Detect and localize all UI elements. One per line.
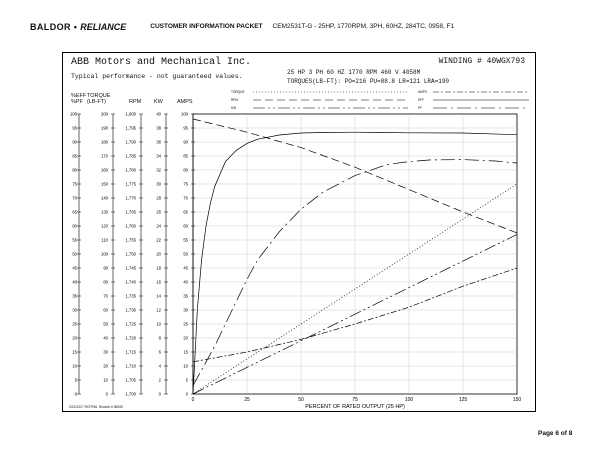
y-tick-label-pct: 40	[72, 279, 77, 285]
y-tick-label-kw: 12	[156, 307, 161, 313]
y-tick-label-rpm: 1,800	[125, 111, 136, 117]
y-tick-label-rpm: 1,770	[125, 195, 136, 201]
y-tick-label-kw: 22	[156, 237, 161, 243]
y-tick-label-torque: 10	[103, 377, 108, 383]
y-tick-label-amps: 80	[183, 167, 188, 173]
y-tick-label-torque: 170	[101, 153, 108, 159]
y-tick-label-amps: 25	[183, 321, 188, 327]
x-tick-label: 100	[404, 397, 414, 403]
y-tick-label-amps: 50	[183, 251, 188, 257]
y-tick-label-kw: 6	[158, 349, 161, 355]
legend-pf: PF	[418, 106, 423, 110]
y-tick-label-kw: 14	[156, 293, 161, 299]
y-tick-label-pct: 100	[70, 111, 77, 117]
y-tick-label-rpm: 1,715	[125, 349, 136, 355]
col-head-kw: KW	[154, 99, 163, 105]
y-tick-label-kw: 26	[156, 209, 161, 215]
y-tick-label-rpm: 1,710	[125, 363, 136, 369]
y-tick-label-torque: 120	[101, 223, 108, 229]
y-tick-label-torque: 180	[101, 139, 108, 145]
legend-kw: KW	[231, 106, 237, 110]
y-tick-label-rpm: 1,730	[125, 307, 136, 313]
company-name: ABB Motors and Mechanical Inc.	[71, 57, 252, 68]
y-tick-label-amps: 20	[183, 335, 188, 341]
y-tick-label-torque: 100	[101, 251, 108, 257]
y-tick-label-torque: 50	[103, 321, 108, 327]
y-tick-label-amps: 10	[183, 363, 188, 369]
legend-rpm: RPM	[231, 98, 239, 102]
y-tick-label-torque: 160	[101, 167, 108, 173]
y-tick-label-pct: 70	[72, 195, 77, 201]
y-tick-label-kw: 40	[156, 111, 161, 117]
y-tick-label-pct: 60	[72, 223, 77, 229]
y-tick-label-rpm: 1,725	[125, 321, 136, 327]
col-head-rpm: RPM	[129, 99, 142, 105]
y-tick-label-amps: 55	[183, 237, 188, 243]
y-tick-label-rpm: 1,700	[125, 391, 136, 397]
col-head-amps: AMPS	[177, 99, 193, 105]
y-tick-label-amps: 100	[181, 111, 188, 117]
y-tick-label-rpm: 1,785	[125, 153, 136, 159]
y-tick-label-kw: 34	[156, 153, 161, 159]
brand-logo: BALDOR • RELIANCE	[30, 22, 127, 32]
y-tick-label-torque: 40	[103, 335, 108, 341]
y-tick-label-rpm: 1,735	[125, 293, 136, 299]
y-tick-label-torque: 190	[101, 125, 108, 131]
legend-eff: EFF	[418, 98, 425, 102]
y-tick-label-kw: 36	[156, 139, 161, 145]
y-tick-label-amps: 75	[183, 181, 188, 187]
y-tick-label-amps: 30	[183, 307, 188, 313]
y-tick-label-kw: 32	[156, 167, 161, 173]
packet-title: CUSTOMER INFORMATION PACKET	[150, 22, 263, 30]
y-tick-label-rpm: 1,765	[125, 209, 136, 215]
y-tick-label-torque: 70	[103, 293, 108, 299]
y-tick-label-pct: 75	[72, 181, 77, 187]
y-tick-label-amps: 35	[183, 293, 188, 299]
x-tick-label: 25	[244, 397, 250, 403]
x-tick-label: 50	[298, 397, 304, 403]
y-tick-label-pct: 20	[72, 335, 77, 341]
y-tick-label-torque: 200	[101, 111, 108, 117]
y-tick-label-amps: 0	[185, 391, 188, 397]
x-axis-label: PERCENT OF RATED OUTPUT (25 HP)	[305, 404, 405, 410]
y-tick-label-pct: 35	[72, 293, 77, 299]
y-tick-label-torque: 0	[105, 391, 108, 397]
torque-spec: TORQUES(LB-FT): PO=216 PU=88.8 LR=121 LRA=190	[287, 78, 450, 85]
y-tick-label-kw: 4	[158, 363, 161, 369]
y-tick-label-amps: 85	[183, 153, 188, 159]
y-tick-label-kw: 38	[156, 125, 161, 131]
performance-chart	[63, 53, 537, 413]
y-tick-label-kw: 10	[156, 321, 161, 327]
y-tick-label-amps: 65	[183, 209, 188, 215]
y-tick-label-amps: 60	[183, 223, 188, 229]
col-head-eff-pf: %EFF %PF	[71, 93, 87, 105]
col-head-torque: TORQUE (LB-FT)	[87, 93, 111, 105]
y-tick-label-rpm: 1,755	[125, 237, 136, 243]
performance-sheet	[62, 52, 536, 412]
y-tick-label-amps: 5	[185, 377, 188, 383]
y-tick-label-rpm: 1,750	[125, 251, 136, 257]
y-tick-label-rpm: 1,790	[125, 139, 136, 145]
typical-note: Typical performance - not guaranteed values.	[71, 73, 243, 80]
y-tick-label-rpm: 1,760	[125, 223, 136, 229]
y-tick-label-pct: 80	[72, 167, 77, 173]
y-tick-label-torque: 20	[103, 363, 108, 369]
legend-torque: TORQUE	[231, 90, 245, 94]
y-tick-label-torque: 80	[103, 279, 108, 285]
y-tick-label-rpm: 1,775	[125, 181, 136, 187]
y-tick-label-kw: 28	[156, 195, 161, 201]
y-tick-label-torque: 90	[103, 265, 108, 271]
y-tick-label-amps: 15	[183, 349, 188, 355]
x-tick-label: 75	[352, 397, 358, 403]
x-tick-label: 125	[458, 397, 468, 403]
x-tick-label: 0	[191, 397, 195, 403]
document-header	[30, 17, 454, 35]
y-tick-label-rpm: 1,740	[125, 279, 136, 285]
y-tick-label-kw: 16	[156, 279, 161, 285]
y-tick-label-amps: 90	[183, 139, 188, 145]
y-tick-label-pct: 0	[74, 391, 77, 397]
y-tick-label-amps: 45	[183, 265, 188, 271]
y-tick-label-rpm: 1,745	[125, 265, 136, 271]
y-tick-label-pct: 90	[72, 139, 77, 145]
y-tick-label-pct: 15	[72, 349, 77, 355]
y-tick-label-pct: 55	[72, 237, 77, 243]
brand-baldor: BALDOR	[30, 22, 71, 32]
y-tick-label-pct: 65	[72, 209, 77, 215]
y-tick-label-torque: 60	[103, 307, 108, 313]
y-tick-label-pct: 85	[72, 153, 77, 159]
y-tick-label-kw: 30	[156, 181, 161, 187]
y-tick-label-pct: 30	[72, 307, 77, 313]
y-tick-label-kw: 18	[156, 265, 161, 271]
y-tick-label-torque: 130	[101, 209, 108, 215]
y-tick-label-kw: 0	[158, 391, 161, 397]
chart-grid	[193, 114, 517, 394]
y-tick-label-amps: 70	[183, 195, 188, 201]
y-tick-label-torque: 30	[103, 349, 108, 355]
y-tick-label-amps: 95	[183, 125, 188, 131]
x-tick-label: 150	[512, 397, 522, 403]
y-tick-label-pct: 50	[72, 251, 77, 257]
y-tick-label-torque: 110	[101, 237, 108, 243]
y-tick-label-pct: 45	[72, 265, 77, 271]
y-tick-label-pct: 10	[72, 363, 77, 369]
y-tick-label-kw: 24	[156, 223, 161, 229]
y-tick-label-rpm: 1,795	[125, 125, 136, 131]
y-tick-label-pct: 25	[72, 321, 77, 327]
y-tick-label-torque: 140	[101, 195, 108, 201]
y-tick-label-kw: 8	[158, 335, 161, 341]
y-tick-label-rpm: 1,780	[125, 167, 136, 173]
winding-number: WINDING # 40WGX793	[438, 57, 525, 66]
y-tick-label-torque: 150	[101, 181, 108, 187]
y-tick-label-pct: 95	[72, 125, 77, 131]
y-tick-label-pct: 5	[74, 377, 77, 383]
brand-reliance: RELIANCE	[80, 22, 127, 32]
legend-amps: AMPS	[418, 90, 428, 94]
model-description: CEM2531T-G - 25HP, 1770RPM, 3PH, 60HZ, 284TC, 0958, F1	[272, 22, 455, 30]
motor-spec: 25 HP 3 PH 60 HZ 1770 RPM 460 V 4058M	[287, 69, 421, 76]
y-tick-label-rpm: 1,720	[125, 335, 136, 341]
y-tick-label-kw: 20	[156, 251, 161, 257]
y-tick-label-amps: 40	[183, 279, 188, 285]
y-tick-label-rpm: 1,705	[125, 377, 136, 383]
footnote: 3/21/2017 RCP096, Rework # 98053	[69, 405, 123, 409]
page-number: Page 6 of 8	[538, 430, 573, 437]
y-tick-label-kw: 2	[158, 377, 161, 383]
chart-axes	[70, 112, 521, 403]
